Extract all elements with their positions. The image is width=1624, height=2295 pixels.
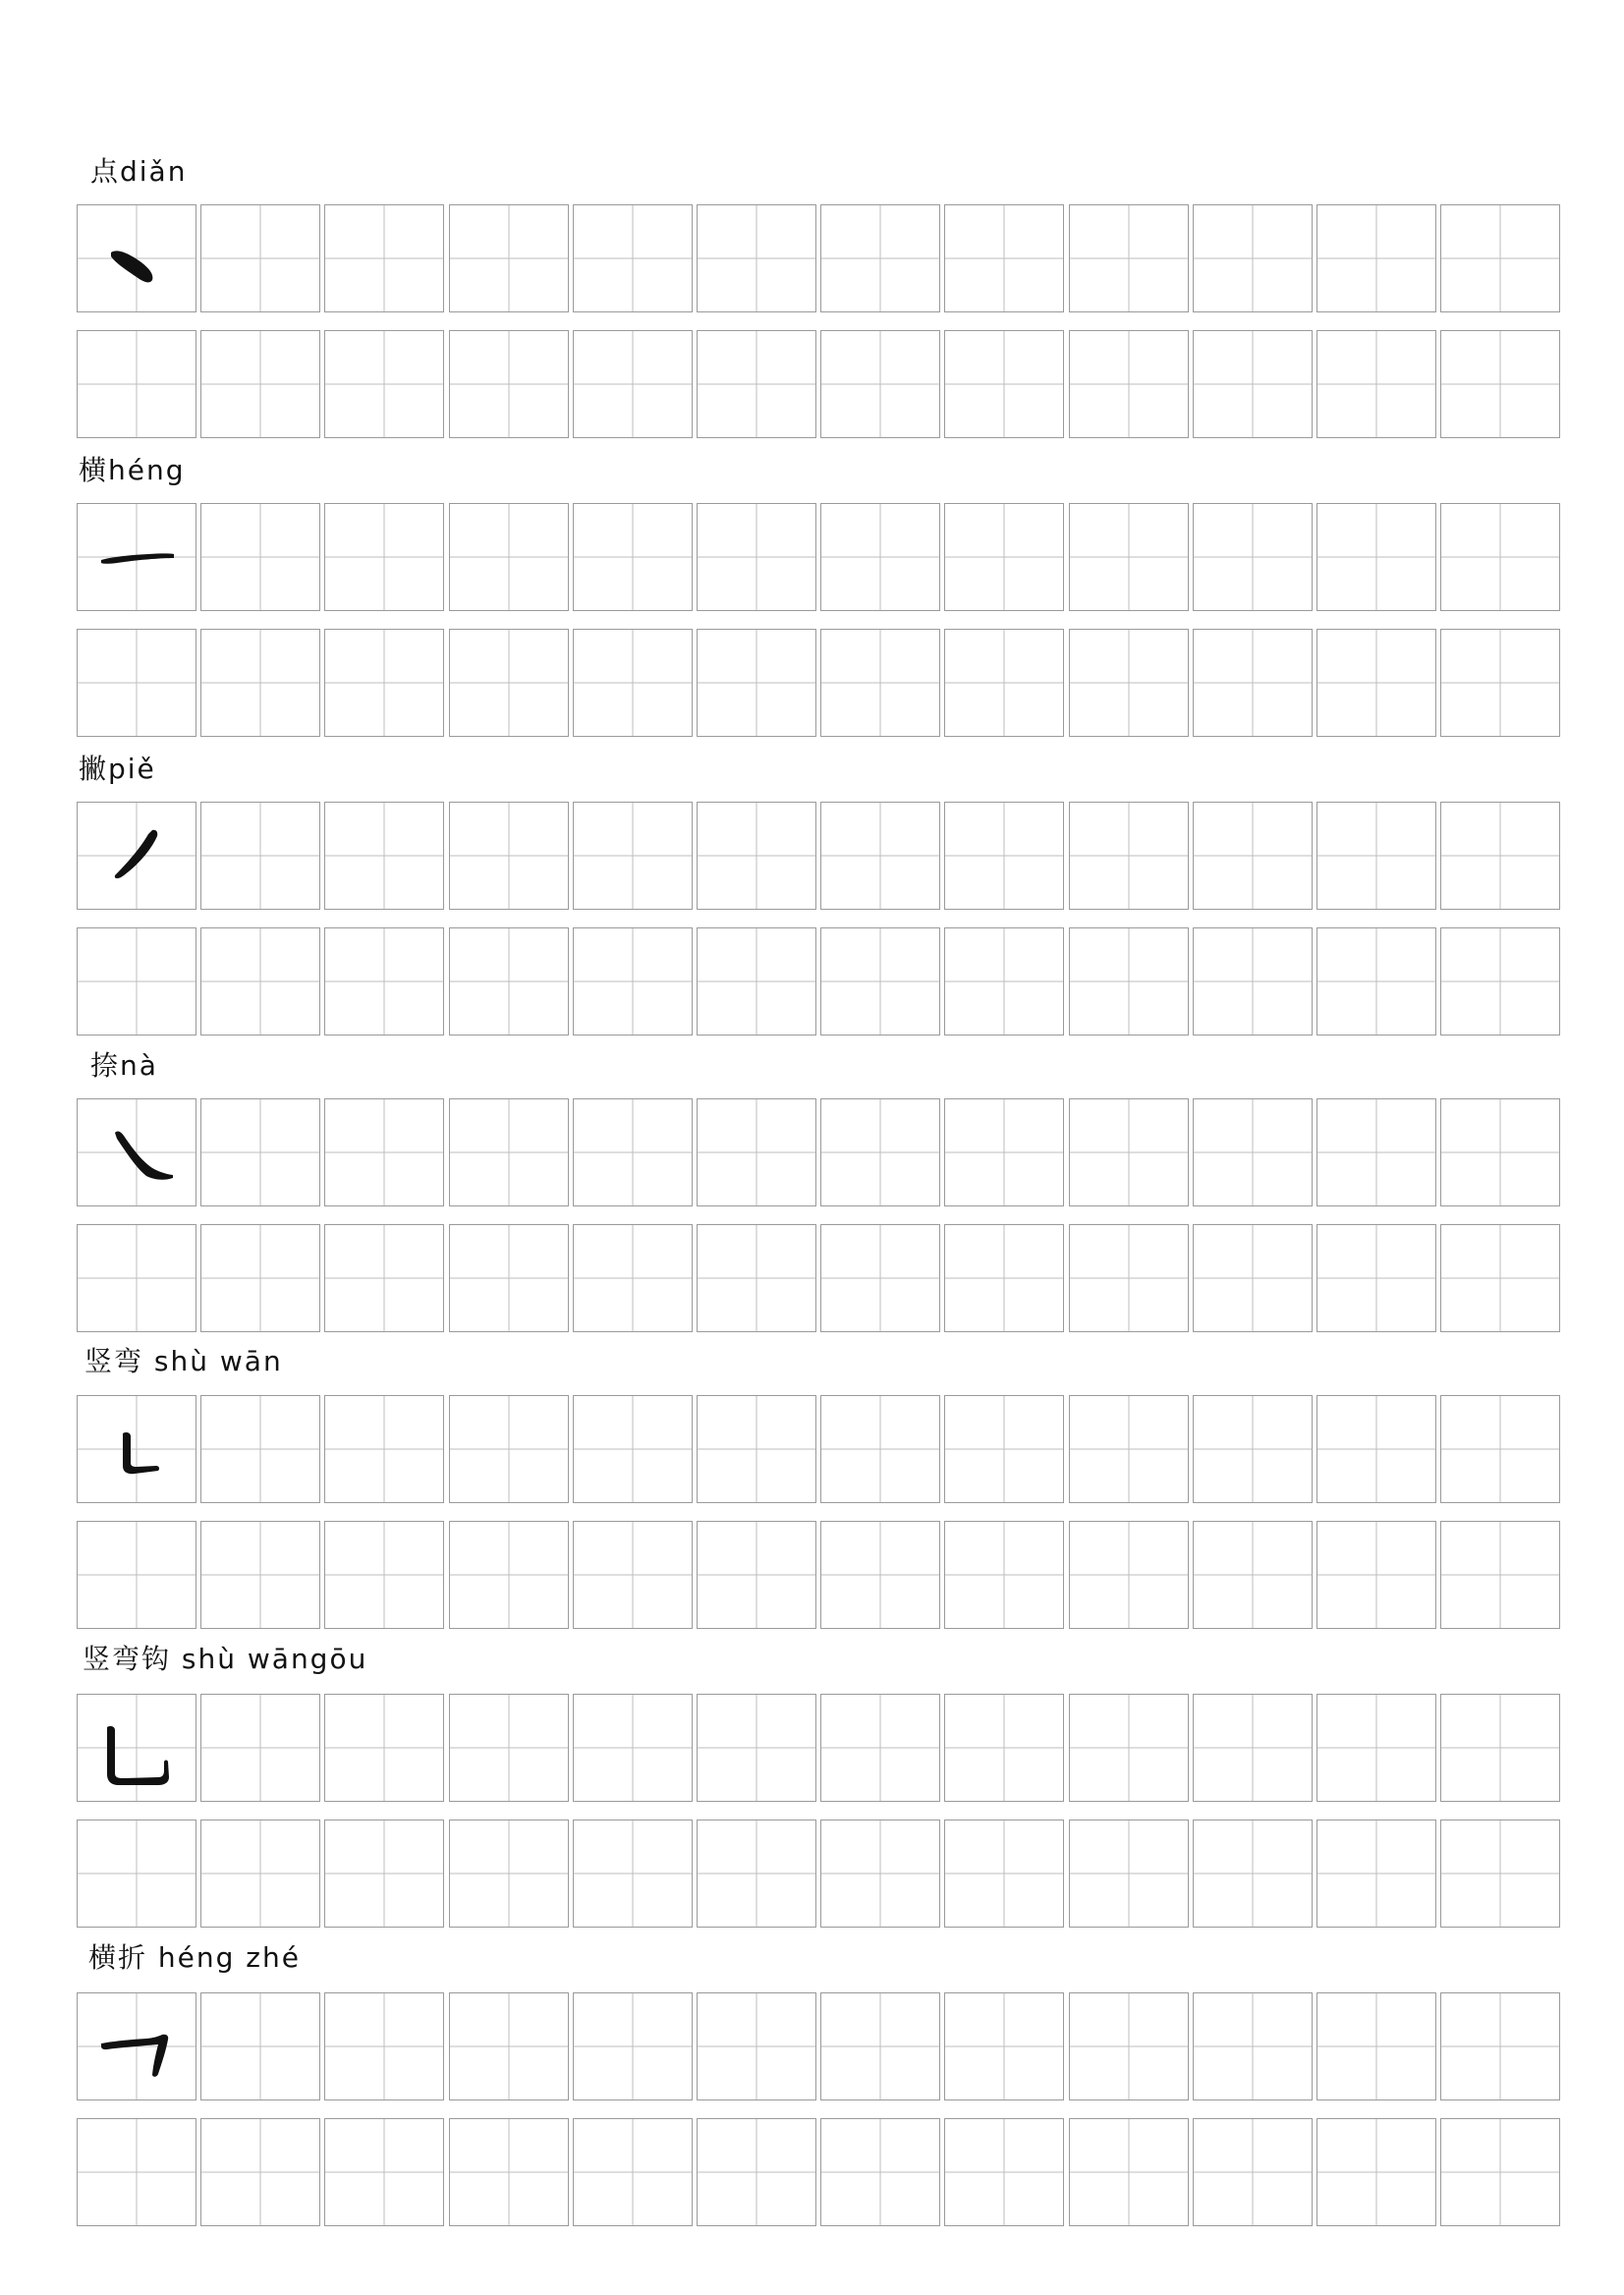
practice-cell [449, 1521, 569, 1629]
practice-cell [324, 503, 444, 611]
practice-cell [1069, 204, 1189, 312]
practice-cell [324, 1992, 444, 2100]
practice-cell [1440, 1694, 1560, 1802]
practice-cell [820, 1992, 940, 2100]
practice-cell [1316, 1694, 1436, 1802]
practice-cell [944, 1224, 1064, 1332]
practice-cell [200, 802, 320, 910]
practice-cell [573, 1992, 693, 2100]
practice-cell [1069, 2118, 1189, 2226]
practice-cell [944, 1819, 1064, 1928]
practice-row-shuwangou-2 [77, 1819, 1562, 1928]
practice-cell [697, 1521, 816, 1629]
practice-cell [1440, 927, 1560, 1036]
practice-cell [324, 1694, 444, 1802]
practice-cell [1316, 1395, 1436, 1503]
practice-cell [573, 1098, 693, 1206]
practice-cell [1193, 802, 1313, 910]
practice-cell [820, 1098, 940, 1206]
practice-cell [77, 927, 196, 1036]
practice-cell [1316, 1819, 1436, 1928]
practice-cell [944, 1694, 1064, 1802]
practice-cell [449, 927, 569, 1036]
practice-cell [820, 1521, 940, 1629]
practice-cell [324, 1521, 444, 1629]
practice-cell [944, 204, 1064, 312]
practice-cell [324, 629, 444, 737]
practice-cell [449, 2118, 569, 2226]
model-cell [77, 204, 196, 312]
practice-cell [944, 629, 1064, 737]
practice-cell [697, 330, 816, 438]
practice-cell [697, 204, 816, 312]
model-cell [77, 1992, 196, 2100]
practice-cell [324, 1224, 444, 1332]
practice-cell [697, 503, 816, 611]
practice-cell [77, 629, 196, 737]
practice-cell [1193, 204, 1313, 312]
practice-cell [77, 330, 196, 438]
practice-cell [1440, 204, 1560, 312]
model-cell [77, 1395, 196, 1503]
practice-cell [1316, 2118, 1436, 2226]
practice-cell [1440, 330, 1560, 438]
practice-cell [1069, 503, 1189, 611]
practice-cell [820, 503, 940, 611]
horizontal-stroke-icon [78, 504, 196, 610]
practice-cell [200, 1521, 320, 1629]
practice-cell [697, 927, 816, 1036]
practice-cell [1440, 1395, 1560, 1503]
model-cell [77, 503, 196, 611]
practice-cell [697, 1694, 816, 1802]
practice-row-dian-2 [77, 330, 1562, 438]
section-label-na: 捺nà [90, 1049, 158, 1082]
practice-row-shuwan-1 [77, 1395, 1562, 1503]
practice-cell [200, 1098, 320, 1206]
practice-cell [77, 1521, 196, 1629]
practice-cell [820, 330, 940, 438]
practice-cell [820, 927, 940, 1036]
practice-cell [820, 204, 940, 312]
practice-cell [697, 2118, 816, 2226]
practice-cell [944, 1992, 1064, 2100]
practice-cell [449, 1694, 569, 1802]
practice-cell [573, 1819, 693, 1928]
practice-cell [697, 629, 816, 737]
practice-cell [449, 1224, 569, 1332]
practice-cell [200, 927, 320, 1036]
practice-cell [77, 1819, 196, 1928]
practice-cell [573, 503, 693, 611]
practice-cell [324, 927, 444, 1036]
practice-cell [1193, 503, 1313, 611]
model-cell [77, 802, 196, 910]
practice-cell [820, 802, 940, 910]
practice-cell [1069, 927, 1189, 1036]
practice-cell [1069, 1819, 1189, 1928]
practice-cell [944, 1521, 1064, 1629]
vertical-bend-hook-stroke-icon [78, 1695, 196, 1801]
practice-cell [1316, 204, 1436, 312]
practice-cell [200, 1694, 320, 1802]
practice-cell [324, 802, 444, 910]
practice-cell [697, 1992, 816, 2100]
practice-cell [1316, 927, 1436, 1036]
practice-cell [1316, 1521, 1436, 1629]
practice-cell [573, 2118, 693, 2226]
practice-cell [820, 1224, 940, 1332]
practice-cell [200, 629, 320, 737]
practice-cell [573, 1521, 693, 1629]
practice-cell [1069, 1694, 1189, 1802]
practice-cell [449, 802, 569, 910]
practice-row-na-1 [77, 1098, 1562, 1206]
practice-cell [573, 1395, 693, 1503]
practice-cell [200, 2118, 320, 2226]
practice-row-heng-2 [77, 629, 1562, 737]
section-label-hengzhe: 横折 héng zhé [88, 1941, 301, 1974]
practice-cell [573, 927, 693, 1036]
practice-cell [1069, 1992, 1189, 2100]
practice-cell [200, 204, 320, 312]
practice-cell [200, 1992, 320, 2100]
practice-cell [324, 1395, 444, 1503]
practice-cell [1440, 2118, 1560, 2226]
practice-cell [573, 1224, 693, 1332]
practice-cell [1069, 1224, 1189, 1332]
practice-cell [697, 1395, 816, 1503]
practice-cell [324, 330, 444, 438]
practice-cell [944, 802, 1064, 910]
practice-cell [820, 1395, 940, 1503]
practice-cell [1193, 927, 1313, 1036]
practice-cell [1069, 1395, 1189, 1503]
practice-cell [1316, 629, 1436, 737]
dot-stroke-icon [78, 205, 196, 311]
practice-cell [1316, 1098, 1436, 1206]
practice-cell [1193, 1521, 1313, 1629]
practice-cell [200, 1395, 320, 1503]
practice-cell [1193, 629, 1313, 737]
practice-row-hengzhe-2 [77, 2118, 1562, 2226]
section-label-pie: 撇piě [79, 753, 156, 785]
practice-cell [697, 802, 816, 910]
section-label-heng: 横héng [79, 454, 186, 486]
vertical-bend-stroke-icon [78, 1396, 196, 1502]
practice-row-na-2 [77, 1224, 1562, 1332]
practice-cell [820, 2118, 940, 2226]
practice-cell [1193, 1224, 1313, 1332]
practice-cell [944, 1098, 1064, 1206]
practice-cell [324, 1098, 444, 1206]
practice-cell [1069, 330, 1189, 438]
practice-cell [77, 2118, 196, 2226]
practice-cell [1440, 629, 1560, 737]
practice-row-dian-1 [77, 204, 1562, 312]
practice-cell [1193, 1694, 1313, 1802]
practice-cell [1316, 503, 1436, 611]
practice-cell [449, 1098, 569, 1206]
practice-cell [697, 1098, 816, 1206]
practice-row-pie-2 [77, 927, 1562, 1036]
practice-cell [1440, 503, 1560, 611]
practice-cell [573, 1694, 693, 1802]
practice-cell [944, 1395, 1064, 1503]
practice-cell [1316, 1992, 1436, 2100]
practice-cell [324, 204, 444, 312]
practice-cell [1316, 1224, 1436, 1332]
practice-cell [1193, 1098, 1313, 1206]
practice-cell [1193, 1819, 1313, 1928]
practice-cell [573, 204, 693, 312]
practice-cell [77, 1224, 196, 1332]
model-cell [77, 1694, 196, 1802]
practice-cell [1316, 330, 1436, 438]
practice-cell [1193, 1395, 1313, 1503]
practice-cell [573, 330, 693, 438]
practice-cell [697, 1819, 816, 1928]
practice-cell [449, 204, 569, 312]
practice-cell [1440, 1224, 1560, 1332]
practice-row-pie-1 [77, 802, 1562, 910]
practice-cell [944, 2118, 1064, 2226]
practice-cell [820, 629, 940, 737]
practice-cell [200, 1224, 320, 1332]
practice-cell [1069, 1521, 1189, 1629]
practice-cell [449, 629, 569, 737]
model-cell [77, 1098, 196, 1206]
practice-cell [944, 330, 1064, 438]
practice-row-hengzhe-1 [77, 1992, 1562, 2100]
left-falling-stroke-icon [78, 803, 196, 909]
practice-cell [449, 1992, 569, 2100]
practice-cell [324, 1819, 444, 1928]
practice-cell [1069, 1098, 1189, 1206]
practice-cell [449, 1819, 569, 1928]
practice-cell [944, 503, 1064, 611]
practice-cell [573, 802, 693, 910]
practice-cell [200, 503, 320, 611]
practice-cell [200, 330, 320, 438]
right-falling-stroke-icon [78, 1099, 196, 1205]
practice-cell [944, 927, 1064, 1036]
practice-cell [573, 629, 693, 737]
practice-cell [324, 2118, 444, 2226]
practice-cell [1069, 629, 1189, 737]
section-label-dian: 点diǎn [90, 155, 188, 188]
practice-cell [1440, 1819, 1560, 1928]
practice-cell [1440, 802, 1560, 910]
practice-row-heng-1 [77, 503, 1562, 611]
practice-cell [1193, 2118, 1313, 2226]
horizontal-turn-stroke-icon [78, 1993, 196, 2099]
practice-cell [1440, 1098, 1560, 1206]
practice-cell [1193, 330, 1313, 438]
practice-cell [449, 330, 569, 438]
practice-cell [449, 1395, 569, 1503]
practice-cell [200, 1819, 320, 1928]
practice-cell [697, 1224, 816, 1332]
practice-cell [1193, 1992, 1313, 2100]
section-label-shuwan: 竖弯 shù wān [84, 1345, 283, 1377]
practice-row-shuwan-2 [77, 1521, 1562, 1629]
practice-cell [449, 503, 569, 611]
practice-cell [1440, 1992, 1560, 2100]
practice-cell [1069, 802, 1189, 910]
practice-cell [820, 1819, 940, 1928]
practice-row-shuwangou-1 [77, 1694, 1562, 1802]
section-label-shuwangou: 竖弯钩 shù wāngōu [83, 1643, 368, 1675]
practice-cell [820, 1694, 940, 1802]
practice-cell [1440, 1521, 1560, 1629]
practice-cell [1316, 802, 1436, 910]
